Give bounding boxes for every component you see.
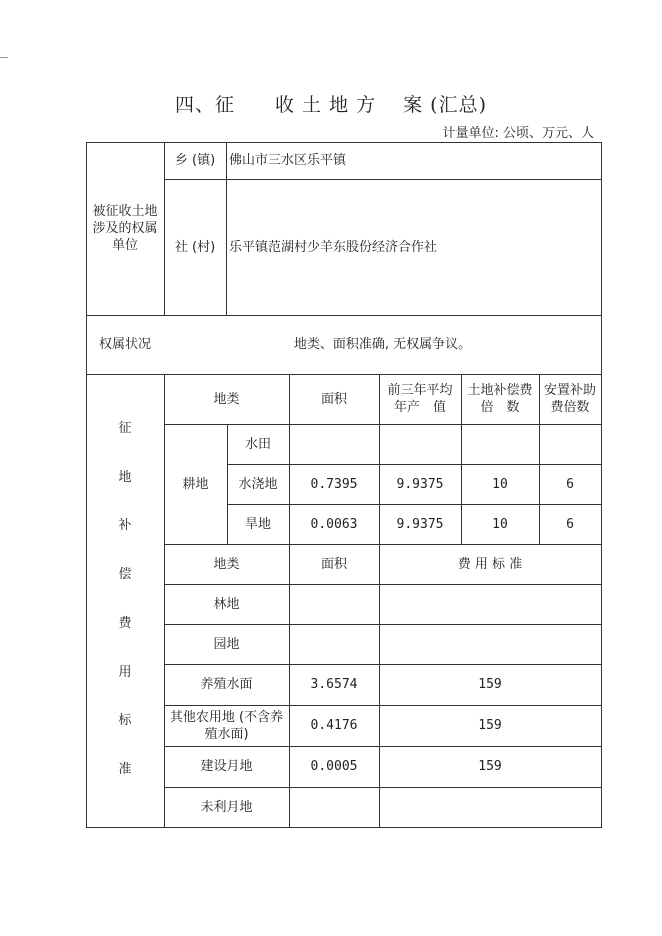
farmland-resettle-multiple: 6 (566, 476, 574, 492)
side-char: 标 (118, 713, 132, 729)
other-land-fee (379, 787, 601, 827)
other-land-fee (379, 584, 601, 624)
page-title: 四、征 收 土 地 方 案 (汇总) (174, 94, 488, 116)
other-header-area: 面积 (320, 556, 347, 572)
farmland-resettle-multiple: 6 (566, 516, 574, 532)
other-land-area: 0.4176 (310, 718, 358, 733)
measurement-unit: 计量单位: 公顷、万元、人 (442, 126, 594, 141)
other-land-fee: 159 (478, 759, 502, 774)
side-char: 偿 (118, 567, 132, 583)
col-header-land-type: 地类 (213, 391, 240, 407)
other-land-type: 其他农用地 (不含养殖水面) (169, 709, 284, 742)
farmland-avg-output: 9.9375 (396, 476, 444, 492)
town-label: 乡 (镇) (174, 153, 216, 168)
town-value: 佛山市三水区乐平镇 (229, 153, 347, 168)
side-char: 征 (118, 421, 132, 436)
other-land-type: 建设月地 (200, 759, 253, 774)
farmland-land-multiple: 10 (492, 476, 508, 492)
other-land-fee: 159 (478, 677, 502, 692)
farmland-area: 0.7395 (310, 476, 358, 492)
other-land-type: 养殖水面 (200, 677, 253, 692)
col-header-avg-output: 前三年平均年产 值 (387, 383, 453, 415)
other-header-fee-standard: 费 用 标 准 (457, 556, 523, 572)
status-label: 权属状况 (98, 337, 151, 352)
other-land-area: 0.0005 (310, 759, 358, 774)
other-land-area (289, 787, 379, 827)
village-value: 乐平镇范湖村少羊东股份经济合作社 (229, 239, 438, 255)
village-label: 社 (村) (174, 239, 216, 255)
farmland-resettle-multiple (539, 424, 601, 464)
farmland-avg-output: 9.9375 (396, 516, 444, 532)
col-header-resettle-multiple: 安置补助费倍数 (543, 383, 596, 415)
side-char: 费 (118, 615, 132, 631)
side-char: 补 (118, 518, 132, 534)
other-land-area: 3.6574 (310, 677, 358, 692)
other-land-area (289, 584, 379, 624)
farmland-type: 水浇地 (238, 476, 278, 492)
other-land-type: 林地 (213, 596, 240, 612)
other-land-fee (379, 624, 601, 664)
compensation-side-label (86, 410, 164, 788)
farmland-avg-output (379, 424, 461, 464)
other-header-land-type: 地类 (213, 556, 240, 572)
land-acquisition-table (86, 142, 602, 828)
other-land-type: 未利月地 (200, 799, 253, 815)
farmland-group-label: 耕地 (182, 476, 209, 492)
side-char: 准 (118, 761, 132, 777)
farmland-area (289, 424, 379, 464)
col-header-area: 面积 (320, 391, 347, 407)
farmland-land-multiple (461, 424, 539, 464)
farmland-type: 水田 (244, 436, 271, 452)
other-land-type: 园地 (213, 636, 240, 652)
other-land-area (289, 624, 379, 664)
status-value: 地类、面积准确, 无权属争议。 (293, 337, 472, 352)
col-header-land-multiple: 土地补偿费倍 数 (467, 383, 533, 415)
farmland-area: 0.0063 (310, 516, 358, 532)
farmland-type: 旱地 (244, 516, 271, 532)
side-char: 用 (118, 664, 132, 680)
scan-mark (0, 57, 8, 58)
ownership-header: 被征收土地涉及的权属单位 (92, 204, 158, 253)
side-char: 地 (118, 469, 132, 485)
farmland-land-multiple: 10 (492, 516, 508, 532)
other-land-fee: 159 (478, 718, 502, 733)
